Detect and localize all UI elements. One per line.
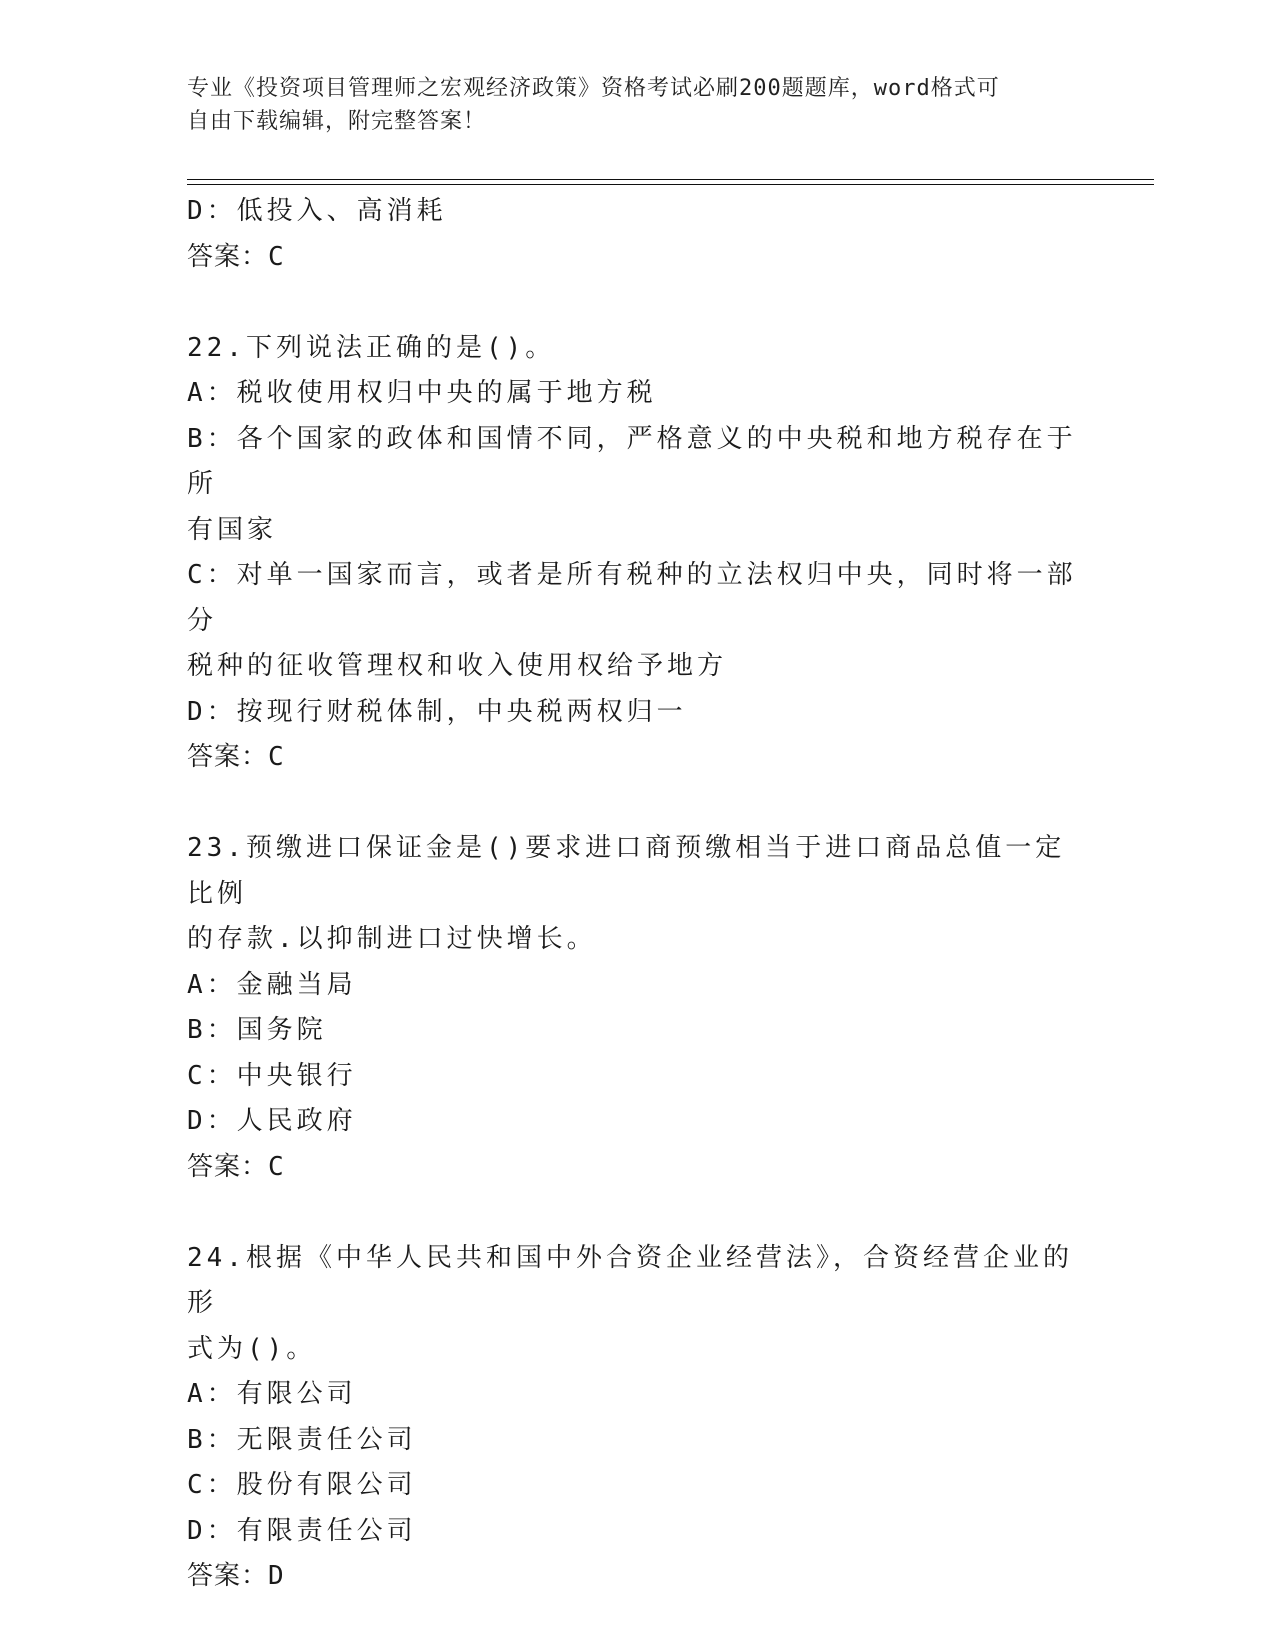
page-header xyxy=(187,72,1067,138)
answer: 答案：C xyxy=(187,241,285,272)
question-list xyxy=(187,189,1087,1600)
option-b: B：国务院 xyxy=(187,1015,327,1045)
option-b: B：各个国家的政体和国情不同，严格意义的中央税和地方税存在于所 xyxy=(187,423,1077,499)
answer: 答案：C xyxy=(187,1151,285,1182)
option-d: D：人民政府 xyxy=(187,1106,357,1136)
question-21-tail xyxy=(187,189,1087,280)
question-stem-continued: 的存款.以抑制进口过快增长。 xyxy=(187,924,597,954)
option-c-continued: 税种的征收管理权和收入使用权给予地方 xyxy=(187,651,728,681)
option-a: A：税收使用权归中央的属于地方税 xyxy=(187,378,657,408)
question-24 xyxy=(187,1236,1087,1600)
option-d: D：低投入、高消耗 xyxy=(187,196,447,226)
spacer xyxy=(187,280,1087,326)
option-b: B：无限责任公司 xyxy=(187,1424,417,1455)
option-a: A：有限公司 xyxy=(187,1379,357,1409)
option-a: A：金融当局 xyxy=(187,969,357,1000)
answer: 答案：C xyxy=(187,742,285,772)
option-d: D：有限责任公司 xyxy=(187,1515,417,1546)
question-stem: 24.根据《中华人民共和国中外合资企业经营法》，合资经营企业的形 xyxy=(187,1242,1073,1318)
option-c: C：对单一国家而言，或者是所有税种的立法权归中央，同时将一部分 xyxy=(187,560,1077,636)
header-line-2: 自由下载编辑，附完整答案！ xyxy=(187,109,487,134)
answer: 答案：D xyxy=(187,1561,285,1591)
spacer xyxy=(187,1190,1087,1236)
question-stem-continued: 式为()。 xyxy=(187,1333,317,1364)
option-d: D：按现行财税体制，中央税两权归一 xyxy=(187,696,687,727)
question-stem: 22.下列说法正确的是()。 xyxy=(187,332,556,363)
header-rule-top xyxy=(187,179,1154,180)
question-stem: 23.预缴进口保证金是()要求进口商预缴相当于进口商品总值一定比例 xyxy=(187,833,1066,909)
question-23 xyxy=(187,826,1087,1190)
option-b-continued: 有国家 xyxy=(187,514,278,545)
option-c: C：中央银行 xyxy=(187,1060,357,1091)
spacer xyxy=(187,781,1087,827)
question-22 xyxy=(187,326,1087,781)
option-c: C：股份有限公司 xyxy=(187,1470,417,1500)
header-line-1: 专业《投资项目管理师之宏观经济政策》资格考试必刷200题题库，word格式可 xyxy=(187,76,1000,101)
header-rule-bottom xyxy=(187,184,1154,185)
